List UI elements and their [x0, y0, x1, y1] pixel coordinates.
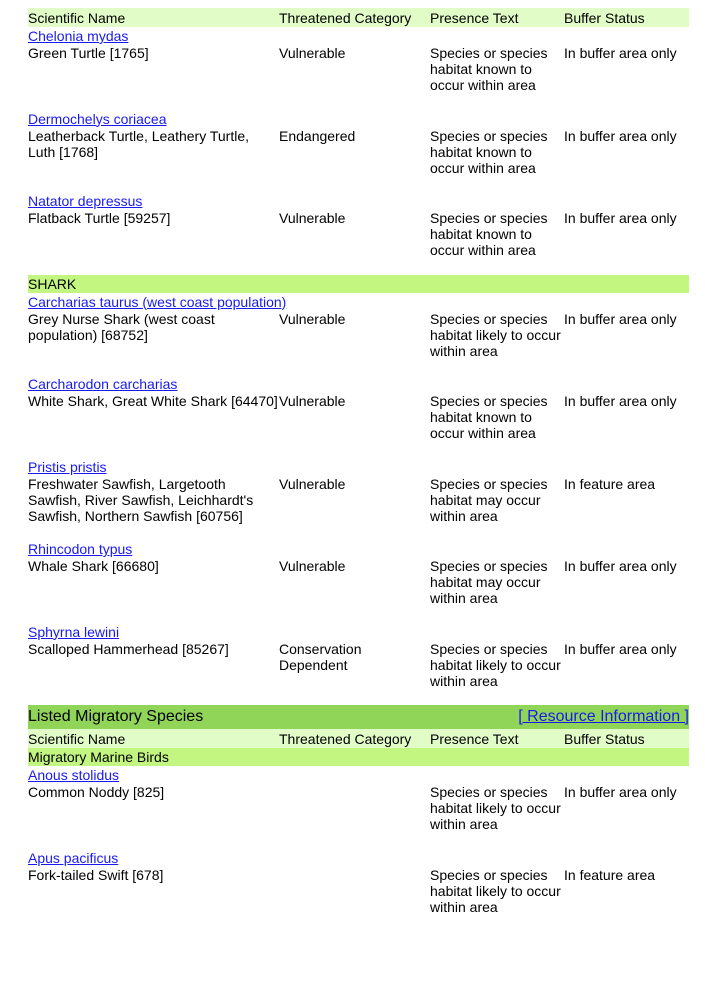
common-name: Leatherback Turtle, Leathery Turtle, Luth [1768] [28, 127, 250, 160]
species-detail-row [28, 210, 689, 258]
scientific-name-link[interactable]: Rhincodon typus [28, 541, 133, 557]
presence-text: Species or species habitat likely to occur within area [430, 310, 561, 359]
group-migratory-marine-birds: Migratory Marine Birds [28, 748, 689, 766]
species-entry [28, 294, 689, 376]
threatened-category: Vulnerable [279, 393, 346, 409]
common-name: White Shark, Great White Shark [64470] [28, 393, 278, 409]
common-name: Freshwater Sawfish, Largetooth Sawfish, River Sawfish, Leichhardt's Sawfish, Northern Sawfish [60756] [28, 475, 254, 524]
species-detail-row [28, 558, 689, 606]
species-detail-row [28, 311, 689, 359]
section-title: Listed Migratory Species [28, 708, 204, 725]
threatened-category: Vulnerable [279, 558, 346, 574]
buffer-status: In buffer area only [564, 210, 677, 226]
scientific-name-link[interactable]: Sphyrna lewini [28, 623, 120, 640]
species-entry [28, 767, 689, 849]
species-entry [28, 376, 689, 458]
common-name: Flatback Turtle [59257] [28, 210, 171, 226]
species-detail-row [28, 45, 689, 93]
scientific-name-link[interactable]: Carcharodon carcharias [28, 376, 178, 392]
bird-list [28, 767, 689, 931]
buffer-status: In buffer area only [564, 127, 677, 144]
threatened-category: Vulnerable [279, 475, 346, 492]
common-name: Grey Nurse Shark (west coast population) [68752] [28, 310, 215, 343]
scientific-name-link[interactable]: Pristis pristis [28, 458, 107, 475]
species-entry [28, 459, 689, 541]
buffer-status: In buffer area only [564, 310, 677, 327]
presence-text: Species or species habitat known to occur within area [430, 127, 548, 176]
common-name: Fork-tailed Swift [678] [28, 866, 164, 883]
scientific-name-link[interactable]: Chelonia mydas [28, 28, 129, 44]
threatened-category: Vulnerable [279, 210, 346, 226]
common-name: Whale Shark [66680] [28, 558, 159, 574]
col-buffer-status: Buffer Status [564, 730, 645, 747]
buffer-status: In buffer area only [564, 640, 677, 657]
species-detail-row [28, 784, 689, 832]
scientific-name-link[interactable]: Apus pacificus [28, 849, 119, 866]
group-shark: SHARK [28, 275, 689, 293]
scientific-name-link[interactable]: Natator depressus [28, 193, 143, 209]
col-threatened-category: Threatened Category [279, 730, 412, 747]
common-name: Scalloped Hammerhead [85267] [28, 640, 229, 657]
buffer-status: In buffer area only [564, 558, 677, 574]
species-entry [28, 28, 689, 110]
scientific-name-link[interactable]: Carcharias taurus (west coast population) [28, 293, 287, 310]
buffer-status: In buffer area only [564, 45, 677, 61]
scientific-name-link[interactable]: Anous stolidus [28, 767, 120, 783]
species-entry [28, 111, 689, 193]
species-detail-row [28, 641, 689, 689]
presence-text: Species or species habitat likely to occur within area [430, 784, 561, 832]
presence-text: Species or species habitat may occur within area [430, 475, 548, 524]
species-entry [28, 193, 689, 275]
col-presence-text: Presence Text [430, 730, 519, 747]
presence-text: Species or species habitat likely to occur within area [430, 640, 561, 689]
col-buffer-status: Buffer Status [564, 9, 645, 26]
buffer-status: In buffer area only [564, 784, 677, 800]
col-scientific-name: Scientific Name [28, 730, 126, 747]
presence-text: Species or species habitat likely to occur within area [430, 866, 561, 915]
species-detail-row [28, 393, 689, 441]
section-listed-migratory-species [28, 705, 689, 729]
species-entry [28, 850, 689, 932]
resource-information-link[interactable]: [ Resource Information ] [518, 708, 689, 725]
table-header-migratory [28, 729, 689, 748]
species-entry [28, 624, 689, 706]
threatened-category: Vulnerable [279, 45, 346, 61]
col-presence-text: Presence Text [430, 9, 519, 26]
threatened-category [279, 784, 430, 832]
threatened-category: Vulnerable [279, 310, 346, 327]
scientific-name-link[interactable]: Dermochelys coriacea [28, 110, 167, 127]
common-name: Common Noddy [825] [28, 784, 165, 800]
threatened-category: Endangered [279, 127, 356, 144]
presence-text: Species or species habitat known to occur within area [430, 393, 548, 441]
common-name: Green Turtle [1765] [28, 45, 149, 61]
col-threatened-category: Threatened Category [279, 9, 412, 26]
buffer-status: In feature area [564, 475, 656, 492]
species-detail-row [28, 867, 689, 915]
presence-text: Species or species habitat may occur within area [430, 558, 548, 606]
buffer-status: In feature area [564, 866, 656, 883]
table-header [28, 8, 689, 27]
presence-text: Species or species habitat known to occur within area [430, 45, 548, 93]
buffer-status: In buffer area only [564, 393, 677, 409]
turtle-list [28, 28, 689, 275]
shark-list [28, 294, 689, 706]
col-scientific-name: Scientific Name [28, 9, 126, 26]
species-entry [28, 541, 689, 623]
species-report [28, 8, 689, 931]
threatened-category: Conservation Dependent [279, 640, 362, 673]
presence-text: Species or species habitat known to occur within area [430, 210, 548, 258]
threatened-category [279, 867, 430, 915]
species-detail-row [28, 476, 689, 524]
species-detail-row [28, 128, 689, 176]
